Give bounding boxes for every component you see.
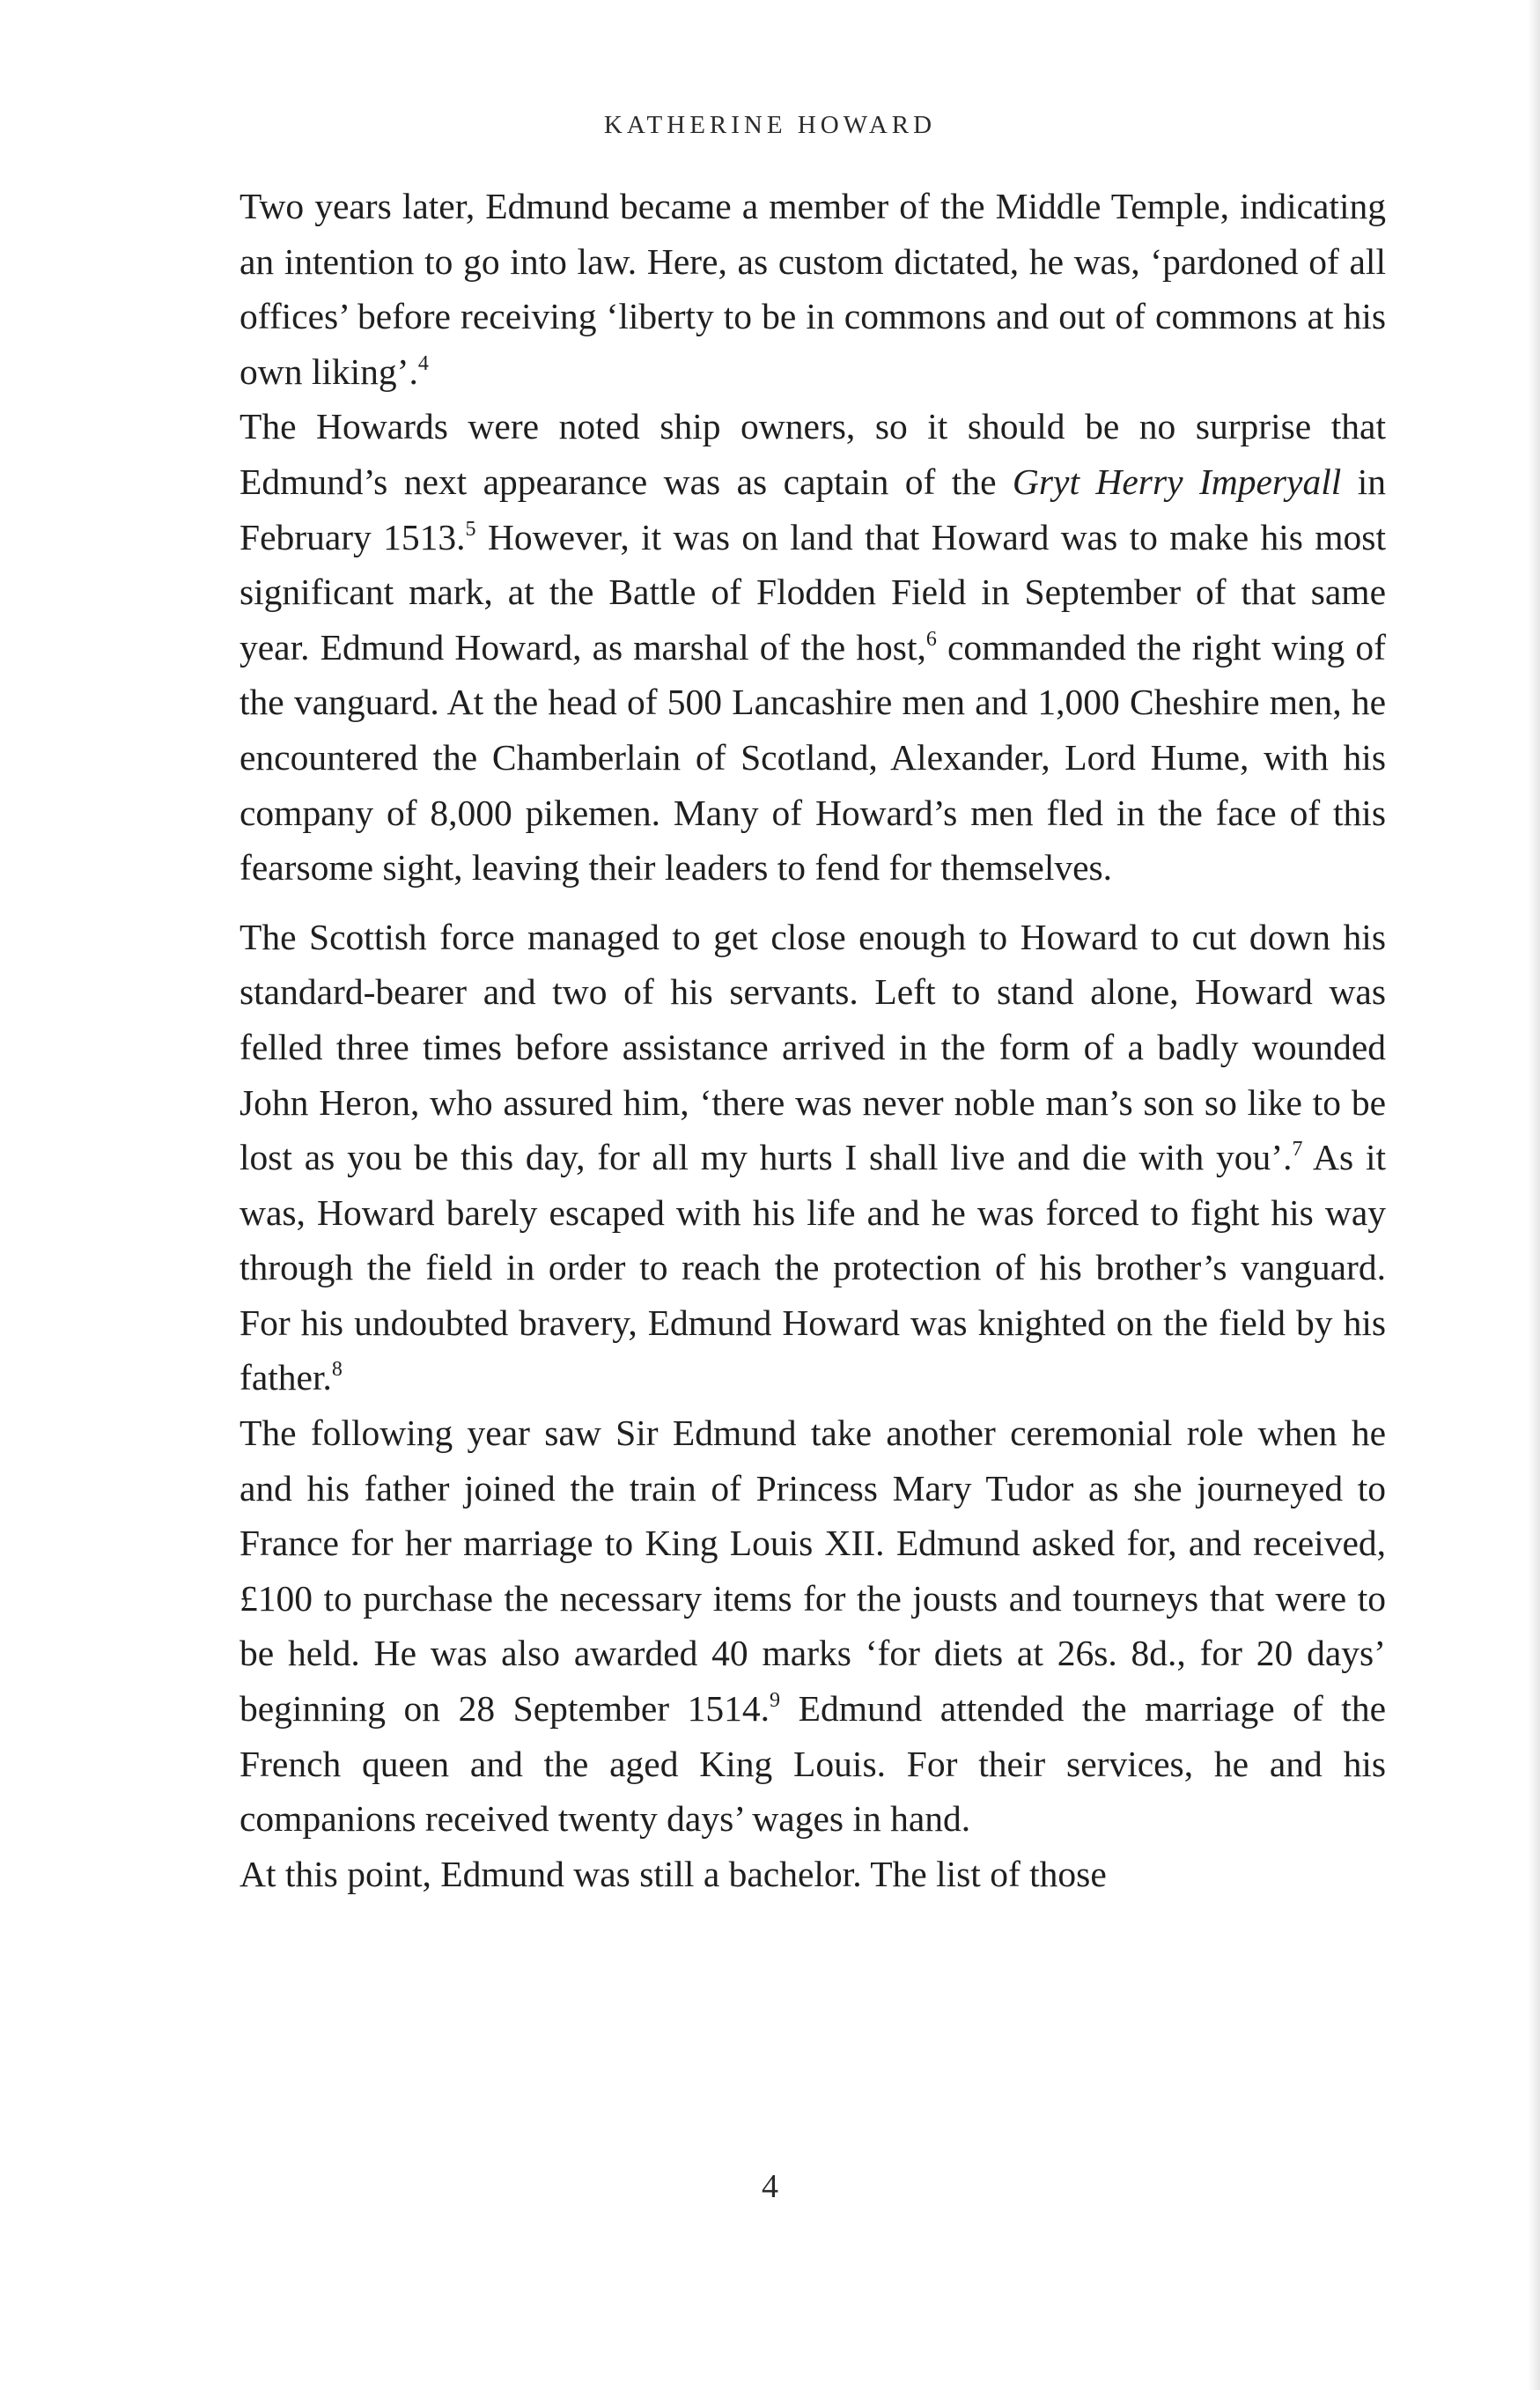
text-run: The Scottish force managed to get close enough to Howard to cut down his standard-bearer and two of his servants. Left to stand alone, Howard was felled three times before assistance arrived in the form of a badly wounded John Heron, who assured him, ‘there was never noble man’s son so like to be lost as you be this day, for all my hurts I shall live and die with you’. [239,916,1386,1178]
text-run: The Howards were noted ship owners, so it should be no surprise that Edmund’s next appearance was as captain of the [239,406,1386,502]
page-edge-shadow [1528,0,1540,2390]
text-run: At this point, Edmund was still a bachelor. The list of those [239,1853,1107,1894]
body-text [239,179,1386,1901]
footnote-marker: 8 [331,1358,343,1382]
page-number: 4 [762,2168,778,2205]
footnote-marker: 9 [770,1689,781,1713]
text-run: commanded the right wing of the vanguard. At the head of 500 Lancashire men and 1,000 Cheshire men, he encountered the Chamberlain of Scotland, Alexander, Lord Hume, with his company of 8,000 pikemen. Many of Howard’s men fled in the face of this fearsome sight, leaving their leaders to fend for themselves. [239,626,1387,889]
paragraph [239,1847,1386,1902]
footnote-marker: 7 [1292,1138,1303,1162]
footnote-marker: 5 [465,517,476,541]
running-head: KATHERINE HOWARD [603,111,937,139]
paragraph [239,399,1386,895]
text-run: As it was, Howard barely escaped with his life and he was forced to fight his way through the field in order to reach the protection of his brother’s vanguard. For his undoubted bravery, Edmund Howard was knighted on the field by his father. [239,1137,1387,1398]
paragraph [239,179,1386,399]
text-run: Edmund attended the marriage of the French queen and the aged King Louis. For their services, he and his companions received twenty days’ wages in hand. [239,1688,1386,1840]
text-run: in February 1513. [239,461,1386,557]
text-run: Two years later, Edmund became a member of the Middle Temple, indicating an intention to go into law. Here, as custom dictated, he was, ‘pardoned of all offices’ before receiving ‘liberty to be in commons and out of commons at his own liking’. [239,186,1386,392]
ship-name: Gryt Herry Imperyall [1012,461,1342,502]
paragraph [239,910,1386,1405]
footnote-marker: 6 [925,627,937,651]
footnote-marker: 4 [417,351,429,375]
text-run: The following year saw Sir Edmund take another ceremonial role when he and his father joined the train of Princess Mary Tudor as she journeyed to France for her marriage to King Louis XII. Edmund asked for, and received, £100 to purchase the necessary items for the jousts and tourneys that were to be held. He was also awarded 40 marks ‘for diets at 26s. 8d., for 20 days’ beginning on 28 September 1514. [239,1413,1386,1730]
paragraph [239,1405,1386,1847]
text-run: However, it was on land that Howard was to make his most significant mark, at the Battle of Flodden Field in September of that same year. Edmund Howard, as marshal of the host, [239,516,1386,668]
